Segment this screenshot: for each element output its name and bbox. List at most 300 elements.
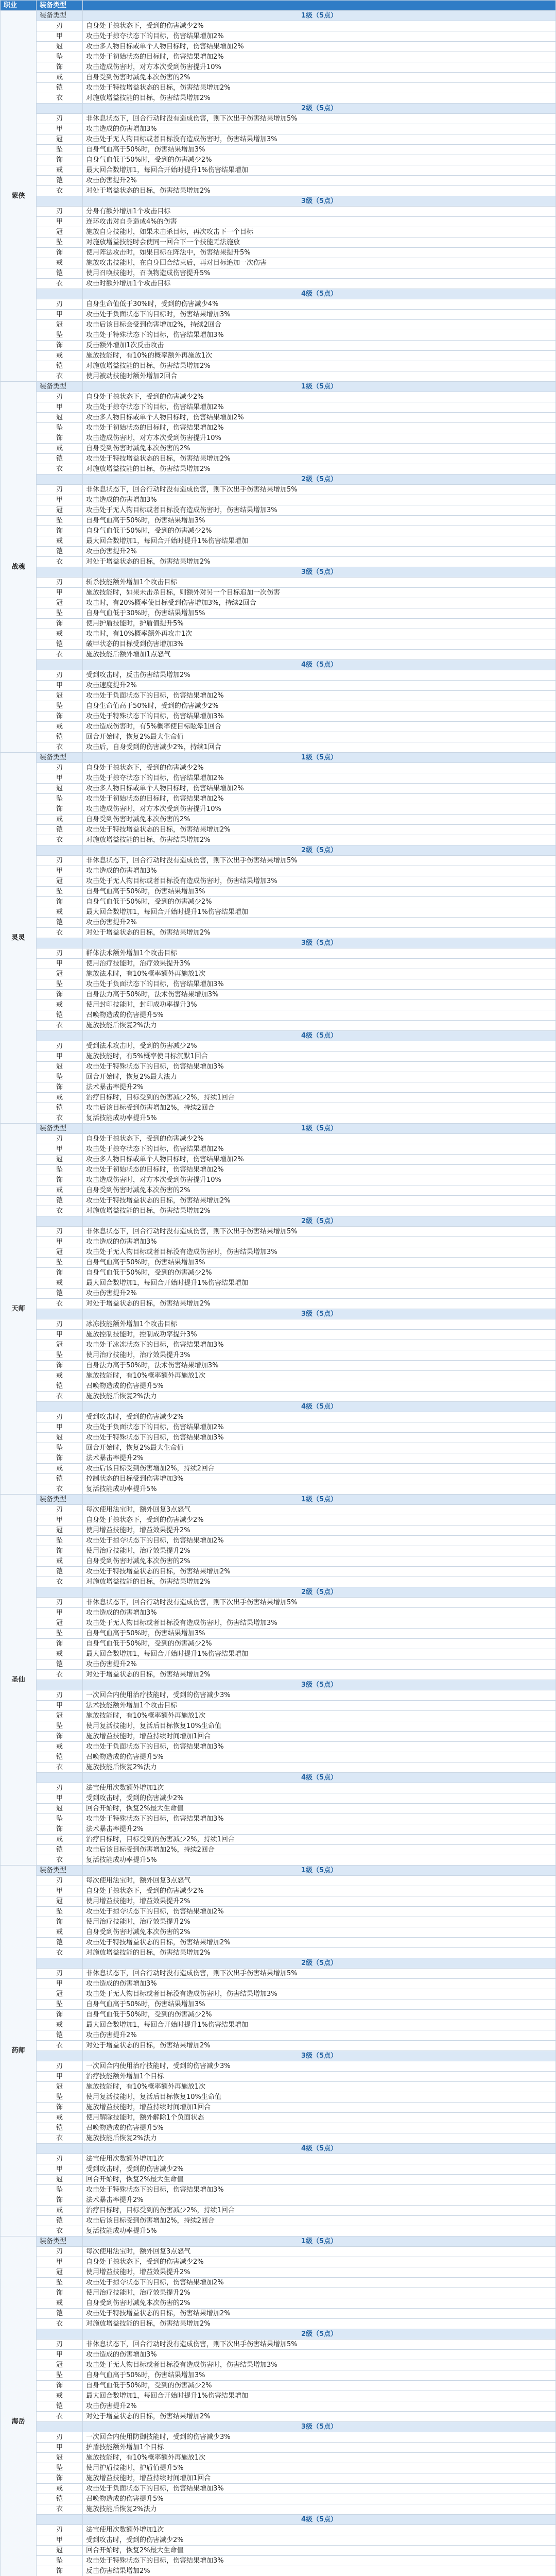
tier-level: 2级（5点） <box>83 474 556 485</box>
effect-row <box>1 402 556 413</box>
effect-row <box>1 979 556 990</box>
effect-text: 自身处于掠状态下，受到的伤害减少2% <box>83 392 556 402</box>
equip-type: 坠 <box>37 423 83 433</box>
effect-text: 攻击处于负面状态下的目标时，伤害结果增加3% <box>83 310 556 320</box>
equip-type: 刃 <box>37 1041 83 1052</box>
effect-text: 使用治疗技能时，治疗效果提升3% <box>83 1350 556 1361</box>
effect-text: 对施放增益技能的目标，伤害结果增加2% <box>83 835 556 845</box>
equip-type: 饰 <box>37 248 83 258</box>
effect-text: 自身处于掠状态下，受到的伤害减少2% <box>83 1515 556 1526</box>
effect-row <box>1 2494 556 2504</box>
effect-text: 回合开始时，恢复2%最大生命值 <box>83 2546 556 2556</box>
equip-type: 甲 <box>37 1608 83 1618</box>
tier-level: 2级（5点） <box>83 1216 556 1227</box>
equip-type: 甲 <box>37 773 83 784</box>
equip-type: 衣 <box>37 93 83 104</box>
effect-row <box>1 1608 556 1618</box>
equip-type: 刃 <box>37 392 83 402</box>
effect-row <box>1 1412 556 1422</box>
effect-text: 攻击处于无人物目标或者目标没有造成伤害时，伤害结果增加3% <box>83 2360 556 2370</box>
equip-type: 铠 <box>37 176 83 186</box>
equip-type: 戒 <box>37 2113 83 2123</box>
effect-text: 使用封印技能时，封印成功率提升3% <box>83 1000 556 1010</box>
effect-row <box>1 2164 556 2175</box>
equip-type: 铠 <box>37 1196 83 1206</box>
equip-type: 冠 <box>37 1340 83 1350</box>
effect-row <box>1 1185 556 1196</box>
equip-type: 刃 <box>37 1505 83 1515</box>
effect-text: 自身受到伤害时减免本次伤害的2% <box>83 815 556 825</box>
effect-text: 法宝使用次数额外增加1次 <box>83 2154 556 2164</box>
equip-type: 戒 <box>37 1000 83 1010</box>
effect-text: 攻击造成的伤害增加3% <box>83 495 556 505</box>
tier-row <box>1 2051 556 2061</box>
equip-type: 戒 <box>37 2206 83 2216</box>
effect-text: 护盾技能额外增加1个目标 <box>83 2443 556 2453</box>
effect-row <box>1 1196 556 1206</box>
equip-type: 刃 <box>37 1412 83 1422</box>
effect-row <box>1 1062 556 1072</box>
effect-row <box>1 1752 556 1762</box>
effect-text: 自身气血低于50%时，受到的伤害减少2% <box>83 1639 556 1649</box>
effect-row <box>1 207 556 217</box>
equip-type: 饰 <box>37 2473 83 2484</box>
effect-row <box>1 650 556 660</box>
effect-text: 斩杀技能额外增加1个攻击目标 <box>83 578 556 588</box>
effect-row <box>1 341 556 351</box>
effect-row <box>1 2061 556 2072</box>
effect-row <box>1 1515 556 1526</box>
effect-row <box>1 536 556 547</box>
equip-type: 铠 <box>37 2216 83 2226</box>
effect-row <box>1 31 556 42</box>
effect-row <box>1 1433 556 1443</box>
effect-text: 攻击时额外增加1个攻击目标 <box>83 279 556 289</box>
equip-type: 甲 <box>37 31 83 42</box>
effect-text: 攻击处于无人物目标或者目标没有造成伤害时，伤害结果增加3% <box>83 1247 556 1258</box>
tier-type-cell <box>37 1402 83 1412</box>
tier-level: 4级（5点） <box>83 289 556 299</box>
effect-text: 施放技能时，有10%概率额外再施放1次 <box>83 2082 556 2092</box>
effect-row <box>1 444 556 454</box>
effect-text: 使用解除技能时，额外解除1个负面状态 <box>83 2113 556 2123</box>
equip-type: 甲 <box>37 1886 83 1896</box>
effect-row <box>1 608 556 619</box>
tier-type-cell <box>37 2515 83 2525</box>
effect-row <box>1 1319 556 1330</box>
effect-row <box>1 763 556 773</box>
effect-text: 复活技能成功率提升5% <box>83 2226 556 2236</box>
effect-row <box>1 1762 556 1773</box>
equip-type: 戒 <box>37 815 83 825</box>
effect-row <box>1 619 556 629</box>
effect-row <box>1 1021 556 1031</box>
equip-type: 坠 <box>37 1907 83 1917</box>
equip-type: 甲 <box>37 2072 83 2082</box>
effect-row <box>1 1422 556 1433</box>
equip-type: 冠 <box>37 1618 83 1629</box>
effect-row <box>1 2288 556 2298</box>
effect-row <box>1 578 556 588</box>
effect-row <box>1 2133 556 2144</box>
effect-row <box>1 2257 556 2267</box>
effect-row <box>1 701 556 711</box>
effect-row <box>1 2381 556 2391</box>
effect-text: 攻击处于负面状态下的目标，伤害结果增加3% <box>83 979 556 990</box>
equip-type: 冠 <box>37 1989 83 1999</box>
equip-type: 衣 <box>37 1206 83 1216</box>
equip-type: 甲 <box>37 1979 83 1989</box>
tier-type-cell: 装备类型 <box>37 2236 83 2247</box>
equip-type: 铠 <box>37 732 83 742</box>
effect-text: 自身气血低于50%时，受到的伤害减少2% <box>83 2010 556 2020</box>
effect-text: 攻击处于特殊状态下的目标，伤害结果增加3% <box>83 711 556 722</box>
effect-row <box>1 134 556 145</box>
effect-row <box>1 887 556 897</box>
equip-type: 铠 <box>37 2401 83 2412</box>
equip-type: 铠 <box>37 83 83 93</box>
job-name: 圣仙 <box>1 1495 37 1866</box>
equip-type: 甲 <box>37 1701 83 1711</box>
effect-text: 召唤物造成的伤害提升5% <box>83 1752 556 1762</box>
equip-type: 衣 <box>37 2133 83 2144</box>
effect-text: 受到攻击时，受到的伤害减少2% <box>83 2535 556 2546</box>
effect-row <box>1 2443 556 2453</box>
effect-text: 攻击造成的伤害增加3% <box>83 866 556 876</box>
effect-row <box>1 1886 556 1896</box>
tier-level: 3级（5点） <box>83 1680 556 1690</box>
equip-type: 坠 <box>37 887 83 897</box>
effect-text: 召唤物造成的伤害提升5% <box>83 2494 556 2504</box>
effect-row <box>1 1505 556 1515</box>
effect-row <box>1 217 556 227</box>
effect-text: 复活技能成功率提升5% <box>83 1855 556 1866</box>
equip-type: 饰 <box>37 1175 83 1185</box>
equip-type: 饰 <box>37 1917 83 1927</box>
equip-type: 冠 <box>37 2082 83 2092</box>
effect-row <box>1 547 556 557</box>
effect-row <box>1 1041 556 1052</box>
equip-type: 衣 <box>37 1113 83 1124</box>
effect-text: 治疗目标时，目标受到的伤害减少2%，持续1回合 <box>83 1835 556 1845</box>
effect-row <box>1 495 556 505</box>
effect-row <box>1 2298 556 2309</box>
equip-type: 铠 <box>37 1567 83 1577</box>
effect-row <box>1 42 556 52</box>
equip-type: 铠 <box>37 1289 83 1299</box>
equip-type: 戒 <box>37 165 83 176</box>
effect-row <box>1 2010 556 2020</box>
equip-type: 坠 <box>37 238 83 248</box>
equip-type: 甲 <box>37 1052 83 1062</box>
effect-row <box>1 1093 556 1103</box>
effect-row <box>1 423 556 433</box>
tier-level: 4级（5点） <box>83 2144 556 2154</box>
header-effect <box>83 1 556 11</box>
effect-row <box>1 1824 556 1835</box>
effect-row <box>1 1453 556 1464</box>
effect-row <box>1 2030 556 2041</box>
effect-row <box>1 1639 556 1649</box>
equip-type: 坠 <box>37 1536 83 1546</box>
equip-type: 衣 <box>37 835 83 845</box>
effect-row <box>1 2216 556 2226</box>
effect-row <box>1 2072 556 2082</box>
effect-row <box>1 1052 556 1062</box>
effect-text: 攻击造成的伤害增加3% <box>83 2350 556 2360</box>
effect-row <box>1 1690 556 1701</box>
tier-level: 1级（5点） <box>83 2236 556 2247</box>
effect-row <box>1 639 556 650</box>
equip-type: 刃 <box>37 1598 83 1608</box>
equip-type: 坠 <box>37 1721 83 1732</box>
equip-type: 刃 <box>37 1690 83 1701</box>
tier-level: 3级（5点） <box>83 196 556 207</box>
equip-type: 冠 <box>37 2453 83 2463</box>
equip-type: 冠 <box>37 691 83 701</box>
tier-type-cell <box>37 660 83 670</box>
equip-type: 饰 <box>37 2566 83 2576</box>
effect-row <box>1 526 556 536</box>
effect-text: 施放增益技能时，增益持续时间增加1回合 <box>83 1732 556 1742</box>
effect-row <box>1 1113 556 1124</box>
tier-type-cell <box>37 2144 83 2154</box>
effect-row <box>1 2092 556 2103</box>
effect-text: 最大回合数增加1，每回合开始时提升1%伤害结果增加 <box>83 2020 556 2030</box>
effect-row <box>1 1536 556 1546</box>
equip-type: 甲 <box>37 959 83 969</box>
effect-text: 使用召唤技能时，召唤物造成伤害提升5% <box>83 268 556 279</box>
equip-type: 冠 <box>37 598 83 608</box>
tier-row <box>1 567 556 578</box>
effect-row <box>1 742 556 753</box>
equip-type: 坠 <box>37 979 83 990</box>
effect-row <box>1 1144 556 1155</box>
effect-row <box>1 1072 556 1082</box>
effect-text: 受到攻击时，受到的伤害减少2% <box>83 1793 556 1804</box>
effect-row <box>1 815 556 825</box>
effect-row <box>1 1484 556 1495</box>
equip-type: 冠 <box>37 2360 83 2370</box>
effect-text: 对处于增益状态的目标，伤害结果增加2% <box>83 557 556 567</box>
effect-text: 非休息状态下，回合行动时没有造成伤害，则下次出手伤害结果增加5% <box>83 114 556 124</box>
effect-row <box>1 1969 556 1979</box>
effect-row <box>1 2504 556 2515</box>
effect-text: 每次使用法宝时，额外回复3点怒气 <box>83 2247 556 2257</box>
effect-row <box>1 557 556 567</box>
effect-text: 自身法力高于50%时，法术伤害结果增加3% <box>83 990 556 1000</box>
effect-text: 攻击造成伤害时，对方本次受到伤害提升10% <box>83 1175 556 1185</box>
tier-type-cell <box>37 2422 83 2432</box>
effect-row <box>1 1299 556 1309</box>
effect-text: 攻击后该目标会受到伤害增加2%，持续2回合 <box>83 320 556 330</box>
tier-type-cell: 装备类型 <box>37 11 83 21</box>
equip-type: 刃 <box>37 948 83 959</box>
effect-text: 攻击处于特技增益状态的目标，伤害结果增加2% <box>83 825 556 835</box>
effect-row <box>1 351 556 361</box>
effect-row <box>1 2206 556 2216</box>
effect-text: 攻击伤害提升2% <box>83 547 556 557</box>
equip-type: 饰 <box>37 62 83 73</box>
equip-type: 铠 <box>37 1659 83 1670</box>
equip-type: 刃 <box>37 856 83 866</box>
equip-type: 刃 <box>37 578 83 588</box>
effect-row <box>1 2556 556 2566</box>
effect-row <box>1 1701 556 1711</box>
effect-text: 治疗目标时，目标受到的伤害减少2%，持续1回合 <box>83 2206 556 2216</box>
equip-type: 冠 <box>37 227 83 238</box>
equip-type: 甲 <box>37 402 83 413</box>
effect-row <box>1 1556 556 1567</box>
effect-row <box>1 1206 556 1216</box>
equip-type: 冠 <box>37 1155 83 1165</box>
effect-row <box>1 2082 556 2092</box>
effect-text: 一次回合内使用治疗技能时，受到的伤害减少3% <box>83 1690 556 1701</box>
tier-level: 4级（5点） <box>83 660 556 670</box>
effect-row <box>1 1350 556 1361</box>
effect-text: 攻击处于特殊状态下的目标，伤害结果增加3% <box>83 330 556 341</box>
effect-row <box>1 2370 556 2381</box>
equip-type: 冠 <box>37 134 83 145</box>
effect-text: 攻击处于特殊状态下的目标，伤害结果增加3% <box>83 2185 556 2195</box>
effect-text: 攻击处于负面状态下的目标，伤害结果增加2% <box>83 1422 556 1433</box>
equip-type: 坠 <box>37 145 83 155</box>
effect-text: 自身气血高于50%时，伤害结果增加3% <box>83 1258 556 1268</box>
effect-row <box>1 835 556 845</box>
equip-type: 甲 <box>37 2257 83 2267</box>
equip-type: 甲 <box>37 2164 83 2175</box>
equip-type: 刃 <box>37 670 83 681</box>
effect-text: 复活技能成功率提升5% <box>83 1113 556 1124</box>
job-name: 战魂 <box>1 382 37 753</box>
effect-row <box>1 959 556 969</box>
effect-text: 攻击后该目标受到伤害增加2%，持续2回合 <box>83 2216 556 2226</box>
effect-text: 对施放增益技能的目标，伤害结果增加2% <box>83 93 556 104</box>
equip-type: 甲 <box>37 1144 83 1155</box>
tier-row <box>1 104 556 114</box>
effect-text: 自身气血低于30%时，伤害结果增加5% <box>83 608 556 619</box>
tier-row <box>1 1402 556 1412</box>
effect-text: 施放技能时，如果未击杀目标，则额外对另一个目标追加一次伤害 <box>83 588 556 598</box>
effect-text: 攻击速度提升2% <box>83 681 556 691</box>
effect-text: 攻击处于初始状态的目标时，伤害结果增加2% <box>83 423 556 433</box>
effect-row <box>1 2103 556 2113</box>
effect-row <box>1 1278 556 1289</box>
effect-row <box>1 2535 556 2546</box>
effect-row <box>1 1258 556 1268</box>
effect-text: 最大回合数增加1，每回合开始时提升1%伤害结果增加 <box>83 1649 556 1659</box>
effect-row <box>1 1443 556 1453</box>
effect-text: 回合开始时，恢复2%最大生命值 <box>83 1443 556 1453</box>
effect-row <box>1 2566 556 2576</box>
effect-text: 自身法力高于50%时，法术伤害结果增加3% <box>83 1361 556 1371</box>
equip-type: 铠 <box>37 1103 83 1113</box>
tier-level: 3级（5点） <box>83 2422 556 2432</box>
effect-text: 攻击伤害提升2% <box>83 2401 556 2412</box>
effect-row <box>1 2175 556 2185</box>
effect-text: 召唤物造成的伤害提升5% <box>83 1381 556 1392</box>
equip-type: 戒 <box>37 1649 83 1659</box>
header-row <box>1 1 556 11</box>
effect-text: 攻击造成伤害时，对方本次受到伤害提升10% <box>83 62 556 73</box>
tier-level: 2级（5点） <box>83 1958 556 1969</box>
effect-text: 自身处于掠状态下，受到的伤害减少2% <box>83 1886 556 1896</box>
equip-type: 铠 <box>37 2123 83 2133</box>
equip-type: 刃 <box>37 1969 83 1979</box>
effect-text: 自身气血低于50%时，受到的伤害减少2% <box>83 155 556 165</box>
effect-text: 回合开始时，恢复2%最大生命值 <box>83 732 556 742</box>
effect-row <box>1 2412 556 2422</box>
job-name: 海岳 <box>1 2236 37 2576</box>
equip-type: 坠 <box>37 52 83 62</box>
effect-text: 攻击造成的伤害增加3% <box>83 124 556 134</box>
effect-text: 自身处于掠状态下，受到的伤害减少2% <box>83 21 556 31</box>
effect-row <box>1 1835 556 1845</box>
effect-text: 攻击时，有20%概率使目标受到伤害增加3%，持续2回合 <box>83 598 556 608</box>
effect-text: 攻击时，有10%概率额外再攻击1次 <box>83 629 556 639</box>
equip-type: 甲 <box>37 1237 83 1247</box>
effect-row <box>1 2463 556 2473</box>
effect-row <box>1 588 556 598</box>
tier-type-cell <box>37 474 83 485</box>
equip-type: 坠 <box>37 1165 83 1175</box>
effect-row <box>1 2020 556 2030</box>
effect-text: 施放攻击技能时，在自身回合结束后，再对目标追加一次伤害 <box>83 258 556 268</box>
effect-text: 攻击处于无人物目标或者目标没有造成伤害时，伤害结果增加3% <box>83 1989 556 1999</box>
tier-row <box>1 289 556 299</box>
equip-type: 铠 <box>37 1938 83 1948</box>
effect-text: 回合开始时，恢复2%最大生命值 <box>83 2175 556 2185</box>
effect-text: 攻击处于无人物目标或者目标没有造成伤害时，伤害结果增加3% <box>83 505 556 516</box>
tier-row <box>1 1031 556 1041</box>
effect-text: 使用增益技能时，增益效果提升2% <box>83 1526 556 1536</box>
equip-type: 衣 <box>37 1484 83 1495</box>
effect-text: 攻击多人物目标或单个人物目标时，伤害结果增加2% <box>83 413 556 423</box>
effect-text: 法术暴击率提升2% <box>83 1082 556 1093</box>
effect-row <box>1 258 556 268</box>
effect-row <box>1 454 556 464</box>
equip-type: 饰 <box>37 619 83 629</box>
effect-text: 对施放增益技能的目标，伤害结果增加2% <box>83 1948 556 1958</box>
equip-type: 衣 <box>37 2319 83 2329</box>
equip-type: 戒 <box>37 1556 83 1567</box>
tier-row <box>1 1124 556 1134</box>
effect-text: 召唤物造成的伤害提升5% <box>83 1010 556 1021</box>
equip-type: 坠 <box>37 1072 83 1082</box>
equip-type: 刃 <box>37 1134 83 1144</box>
effect-row <box>1 2267 556 2278</box>
effect-text: 攻击伤害提升2% <box>83 918 556 928</box>
equip-type: 铠 <box>37 1381 83 1392</box>
equip-type: 甲 <box>37 2535 83 2546</box>
equip-type: 铠 <box>37 268 83 279</box>
equip-type: 衣 <box>37 186 83 196</box>
effect-text: 攻击处于特技增益状态的目标，伤害结果增加2% <box>83 83 556 93</box>
equip-type: 戒 <box>37 907 83 918</box>
effect-row <box>1 732 556 742</box>
effect-text: 攻击多人物目标或单个人物目标时，伤害结果增加2% <box>83 1155 556 1165</box>
effect-row <box>1 1175 556 1185</box>
equip-type: 坠 <box>37 608 83 619</box>
equip-type: 甲 <box>37 1515 83 1526</box>
effect-row <box>1 2226 556 2236</box>
effect-text: 自身受到伤害时减免本次伤害的2% <box>83 1556 556 1567</box>
effect-text: 一次回合内使用防御技能时，受到的伤害减少3% <box>83 2432 556 2443</box>
effect-text: 反击伤害结果增加2% <box>83 2566 556 2576</box>
equip-type: 刃 <box>37 485 83 495</box>
effect-row <box>1 320 556 330</box>
tier-row <box>1 1216 556 1227</box>
